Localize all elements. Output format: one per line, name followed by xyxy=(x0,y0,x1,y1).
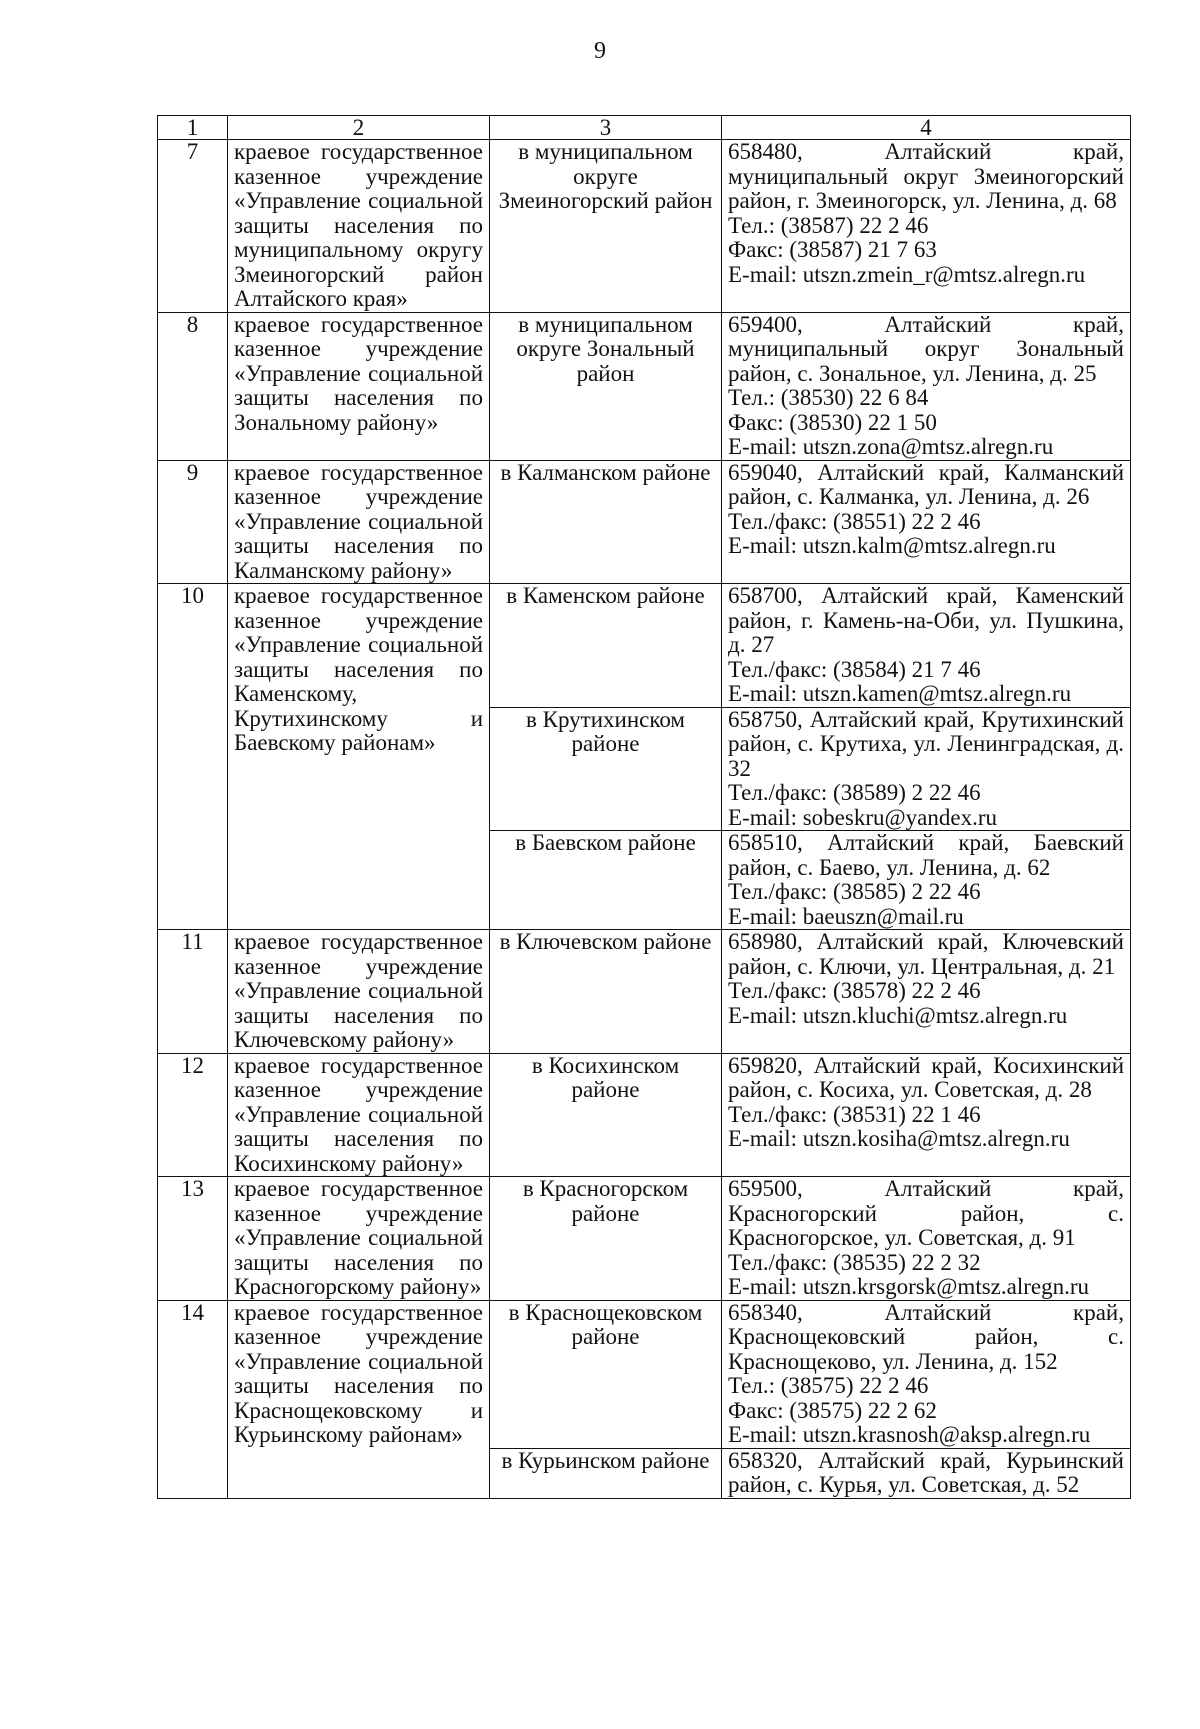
institution-name: краевое государственное казенное учреждение «Управление социальной защиты населения по Зональному району» xyxy=(228,312,490,460)
contact-info xyxy=(722,1300,1131,1448)
contact-info xyxy=(722,1448,1131,1498)
postal-address: 659820, Алтайский край, Косихинский район, с. Косиха, ул. Советская, д. 28 xyxy=(728,1052,1124,1102)
fax-number: Факс: (38575) 22 2 62 xyxy=(728,1397,937,1423)
phone-number: Тел.: (38530) 22 6 84 xyxy=(728,385,929,410)
service-area: в Ключевском районе xyxy=(490,930,722,1054)
service-area: в муниципальном округе Змеиногорский район xyxy=(490,140,722,313)
contact-info xyxy=(722,831,1131,930)
contact-info xyxy=(722,707,1131,831)
column-header: 1 xyxy=(158,116,228,140)
email-address: E-mail: utszn.kamen@mtsz.alregn.ru xyxy=(728,681,1072,706)
postal-address: 659040, Алтайский край, Калманский район, с. Калманка, ул. Ленина, д. 26 xyxy=(728,459,1124,509)
column-header: 2 xyxy=(228,116,490,140)
email-address: E-mail: utszn.krasnosh@aksp.alregn.ru xyxy=(728,1422,1091,1447)
institution-name: краевое государственное казенное учреждение «Управление социальной защиты населения по Ключевскому району» xyxy=(228,930,490,1054)
row-number: 11 xyxy=(158,930,228,1054)
column-header: 4 xyxy=(722,116,1131,140)
phone-number: Тел.: (38575) 22 2 46 xyxy=(728,1373,929,1398)
email-address: E-mail: utszn.kosiha@mtsz.alregn.ru xyxy=(728,1126,1070,1151)
table-row xyxy=(158,1177,1131,1301)
postal-address: 658980, Алтайский край, Ключевский район, с. Ключи, ул. Центральная, д. 21 xyxy=(728,929,1124,979)
contact-info xyxy=(722,312,1131,460)
phone-number: Тел./факс: (38589) 2 22 46 xyxy=(728,780,981,805)
postal-address: 659500, Алтайский край, Красногорский район, с. Красногорское, ул. Советская, д. 91 xyxy=(728,1176,1124,1250)
postal-address: 659400, Алтайский край, муниципальный округ Зональный район, с. Зональное, ул. Ленина, д. 25 xyxy=(728,311,1124,386)
contact-info xyxy=(722,460,1131,584)
institution-name: краевое государственное казенное учреждение «Управление социальной защиты населения по Краснощековскому и Курьинскому районам» xyxy=(228,1300,490,1498)
email-address: E-mail: utszn.kalm@mtsz.alregn.ru xyxy=(728,533,1056,558)
page-number: 9 xyxy=(594,38,606,64)
fax-number: Факс: (38530) 22 1 50 xyxy=(728,409,937,435)
institution-name: краевое государственное казенное учреждение «Управление социальной защиты населения по Каменскому, Крутихинскому и Баевскому районам» xyxy=(228,584,490,930)
table-row xyxy=(158,930,1131,1054)
institution-name: краевое государственное казенное учреждение «Управление социальной защиты населения по Калманскому району» xyxy=(228,460,490,584)
table-row xyxy=(158,460,1131,584)
table-body xyxy=(158,116,1131,1499)
table-header-row xyxy=(158,116,1131,140)
postal-address: 658700, Алтайский край, Каменский район, г. Камень-на-Оби, ул. Пушкина, д. 27 xyxy=(728,583,1124,657)
postal-address: 658750, Алтайский край, Крутихинский район, с. Крутиха, ул. Ленинградская, д. 32 xyxy=(728,706,1124,781)
service-area: в Калманском районе xyxy=(490,460,722,584)
table-row xyxy=(158,1300,1131,1448)
postal-address: 658340, Алтайский край, Краснощековский район, с. Краснощеково, ул. Ленина, д. 152 xyxy=(728,1299,1124,1374)
row-number: 7 xyxy=(158,140,228,313)
service-area: в Баевском районе xyxy=(490,831,722,930)
service-area: в Курьинском районе xyxy=(490,1448,722,1498)
email-address: E-mail: utszn.zona@mtsz.alregn.ru xyxy=(728,434,1054,459)
email-address: E-mail: baeuszn@mail.ru xyxy=(728,903,964,929)
postal-address: 658510, Алтайский край, Баевский район, с. Баево, ул. Ленина, д. 62 xyxy=(728,830,1124,880)
email-address: E-mail: utszn.kluchi@mtsz.alregn.ru xyxy=(728,1002,1068,1028)
institution-name: краевое государственное казенное учреждение «Управление социальной защиты населения по муниципальному округу Змеиногорский район Алтайского края» xyxy=(228,140,490,313)
fax-number: Факс: (38587) 21 7 63 xyxy=(728,237,937,262)
row-number: 12 xyxy=(158,1053,228,1177)
row-number: 14 xyxy=(158,1300,228,1498)
phone-number: Тел.: (38587) 22 2 46 xyxy=(728,212,929,238)
service-area: в муниципальном округе Зональный район xyxy=(490,312,722,460)
phone-number: Тел./факс: (38535) 22 2 32 xyxy=(728,1249,981,1275)
table-row xyxy=(158,140,1131,313)
phone-number: Тел./факс: (38578) 22 2 46 xyxy=(728,978,981,1003)
service-area: в Краснощековском районе xyxy=(490,1300,722,1448)
service-area: в Красногорском районе xyxy=(490,1177,722,1301)
column-header: 3 xyxy=(490,116,722,140)
row-number: 10 xyxy=(158,584,228,930)
row-number: 13 xyxy=(158,1177,228,1301)
postal-address: 658480, Алтайский край, муниципальный округ Змеиногорский район, г. Змеиногорск, ул. Ленина, д. 68 xyxy=(728,139,1124,213)
contact-info xyxy=(722,1177,1131,1301)
row-number: 8 xyxy=(158,312,228,460)
email-address: E-mail: sobeskru@yandex.ru xyxy=(728,804,998,830)
table-row xyxy=(158,584,1131,708)
phone-number: Тел./факс: (38531) 22 1 46 xyxy=(728,1101,981,1127)
table-row xyxy=(158,1053,1131,1177)
phone-number: Тел./факс: (38551) 22 2 46 xyxy=(728,508,981,534)
phone-number: Тел./факс: (38585) 2 22 46 xyxy=(728,879,981,904)
contact-info xyxy=(722,140,1131,313)
email-address: E-mail: utszn.zmein_r@mtsz.alregn.ru xyxy=(728,261,1086,287)
service-area: в Косихинском районе xyxy=(490,1053,722,1177)
postal-address: 658320, Алтайский край, Курьинский район, с. Курья, ул. Советская, д. 52 xyxy=(728,1447,1124,1497)
row-number: 9 xyxy=(158,460,228,584)
contact-info xyxy=(722,584,1131,708)
institution-name: краевое государственное казенное учреждение «Управление социальной защиты населения по Красногорскому району» xyxy=(228,1177,490,1301)
table-row xyxy=(158,312,1131,460)
service-area: в Каменском районе xyxy=(490,584,722,708)
phone-number: Тел./факс: (38584) 21 7 46 xyxy=(728,656,981,682)
contact-info xyxy=(722,1053,1131,1177)
service-area: в Крутихинском районе xyxy=(490,707,722,831)
contact-info xyxy=(722,930,1131,1054)
institution-name: краевое государственное казенное учреждение «Управление социальной защиты населения по Косихинскому району» xyxy=(228,1053,490,1177)
institutions-table xyxy=(157,115,1131,1499)
email-address: E-mail: utszn.krsgorsk@mtsz.alregn.ru xyxy=(728,1274,1089,1299)
